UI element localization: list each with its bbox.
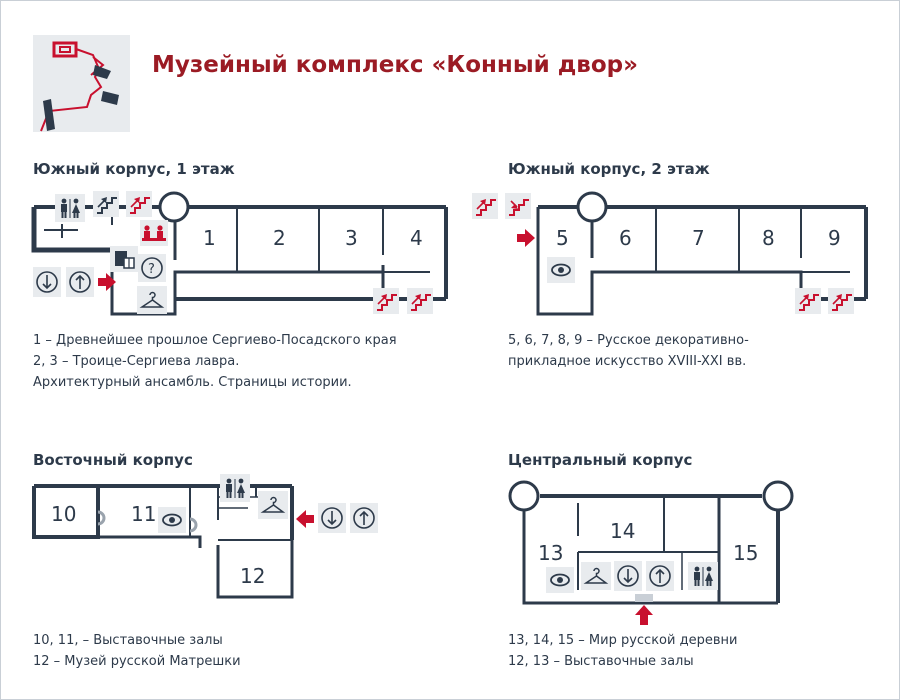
wardrobe-icon: [258, 491, 288, 519]
room-label: 10: [51, 502, 77, 526]
room-label: 15: [733, 541, 759, 565]
stairs-up-icon: [93, 191, 119, 217]
stairs-up-icon: [407, 288, 433, 314]
legend-south-floor1: 1 – Древнейшее прошлое Сергиево-Посадского края 2, 3 – Троице-Сергиева лавра. Архитектурный ансамбль. Страницы истории.: [33, 333, 397, 390]
view-icon: [158, 507, 186, 533]
stairs-up-icon: [828, 288, 854, 314]
info-icon: [138, 254, 166, 282]
room-label: 7: [692, 226, 705, 250]
heading-south-floor1: Южный корпус, 1 этаж: [33, 160, 235, 178]
elevator-down-icon: [33, 267, 61, 297]
room-label: 13: [538, 541, 564, 565]
heading-central: Центральный корпус: [508, 451, 693, 469]
room-label: 1: [203, 226, 216, 250]
stairs-down-icon: [505, 193, 531, 219]
entrance-arrow-icon: [296, 510, 314, 528]
room-label: 4: [410, 226, 423, 250]
view-icon: [546, 567, 574, 593]
elevator-up-icon: [350, 503, 378, 533]
wardrobe-icon: [581, 562, 611, 590]
room-label: 2: [273, 226, 286, 250]
legend-east: 10, 11, – Выставочные залы 12 – Музей русской Матрешки: [33, 633, 241, 669]
room-label: 5: [556, 226, 569, 250]
ticket-office-icon: [140, 220, 168, 246]
stairs-up-icon: [373, 288, 399, 314]
stairs-up-icon: [795, 288, 821, 314]
room-label: 6: [619, 226, 632, 250]
entrance-arrow-icon: [635, 605, 653, 625]
room-label: 12: [240, 564, 266, 588]
elevator-up-icon: [646, 561, 674, 591]
elevator-down-icon: [614, 561, 642, 591]
gift-shop-icon: [110, 246, 138, 272]
toilet-icon: [220, 474, 250, 502]
heading-south-floor2: Южный корпус, 2 этаж: [508, 160, 710, 178]
heading-east: Восточный корпус: [33, 451, 193, 469]
room-label: 11: [131, 502, 157, 526]
toilet-icon: [55, 194, 85, 222]
entrance-arrow-icon: [517, 229, 535, 247]
toilet-icon: [688, 562, 718, 590]
view-icon: [547, 257, 575, 283]
room-label: 3: [345, 226, 358, 250]
entrance-steps: [635, 594, 653, 602]
svg-text:?: ?: [148, 262, 155, 277]
stairs-up-icon: [472, 193, 498, 219]
elevator-up-icon: [66, 267, 94, 297]
room-label: 9: [828, 226, 841, 250]
wardrobe-icon: [137, 286, 167, 314]
stairs-up-icon: [126, 191, 152, 217]
page-title: Музейный комплекс «Конный двор»: [152, 52, 638, 78]
legend-central: 13, 14, 15 – Мир русской деревни 12, 13 – Выставочные залы: [508, 633, 738, 669]
room-label: 14: [610, 519, 636, 543]
room-label: 8: [762, 226, 775, 250]
elevator-down-icon: [318, 503, 346, 533]
legend-south-floor2: 5, 6, 7, 8, 9 – Русское декоративно- прикладное искусство XVIII-XXI вв.: [508, 333, 749, 369]
